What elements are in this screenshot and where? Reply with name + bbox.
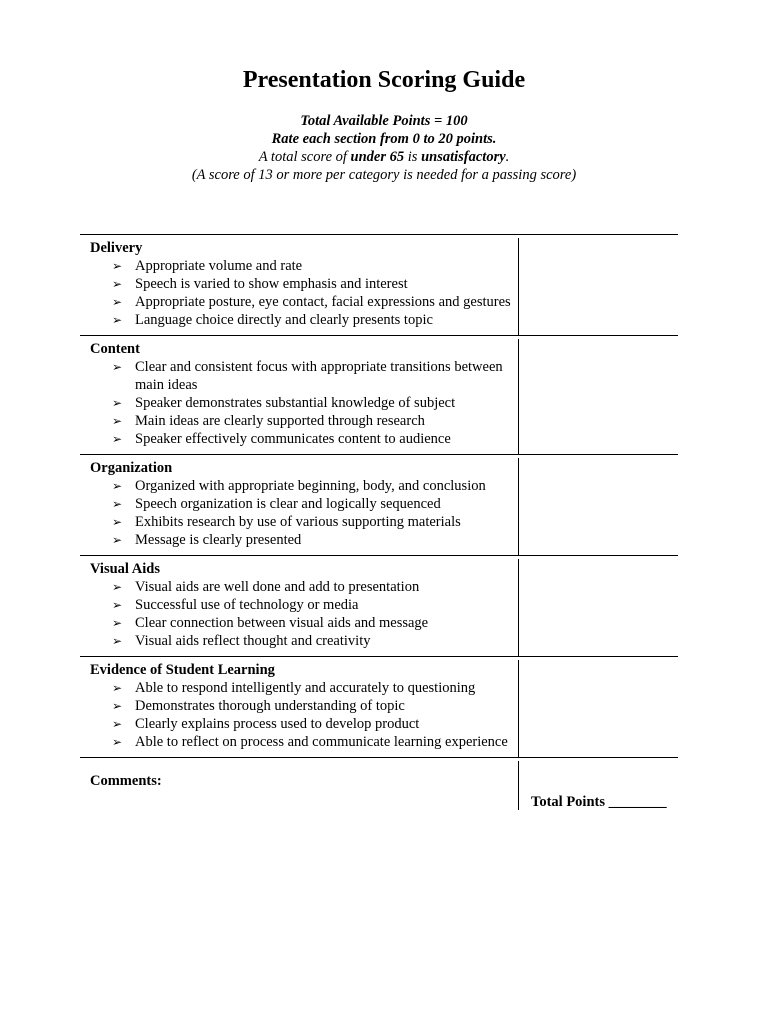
section-title: Evidence of Student Learning — [90, 662, 275, 678]
criteria-item-text: Visual aids reflect thought and creativity — [135, 633, 371, 649]
score-cell[interactable] — [518, 458, 679, 555]
arrow-bullet-icon: ➢ — [112, 634, 123, 648]
score-cell[interactable] — [518, 559, 679, 656]
criteria-item-text: Speech organization is clear and logically sequenced — [135, 496, 441, 512]
criteria-item — [90, 430, 519, 448]
arrow-bullet-icon: ➢ — [112, 295, 123, 309]
criteria-item — [90, 614, 519, 632]
criteria-item — [90, 275, 519, 293]
unsatisfactory-note — [0, 148, 768, 166]
rubric-section-row — [80, 454, 678, 555]
criteria-item-text: Successful use of technology or media — [135, 597, 359, 613]
criteria-item — [90, 531, 519, 549]
comments-label: Comments: — [90, 773, 162, 789]
criteria-item — [90, 495, 519, 513]
criteria-item-text: Able to reflect on process and communicate learning experience — [135, 734, 508, 750]
criteria-item-text: Speaker demonstrates substantial knowledge of subject — [135, 395, 456, 411]
criteria-item-text: Language choice directly and clearly presents topic — [135, 312, 433, 328]
criteria-item — [90, 578, 519, 596]
unsatisfactory-threshold: under 65 — [350, 149, 405, 165]
criteria-item — [90, 358, 519, 394]
arrow-bullet-icon: ➢ — [112, 616, 123, 630]
arrow-bullet-icon: ➢ — [112, 277, 123, 291]
criteria-cell — [80, 556, 519, 656]
arrow-bullet-icon: ➢ — [112, 313, 123, 327]
section-title: Visual Aids — [90, 561, 160, 577]
criteria-item-text: Organized with appropriate beginning, body, and conclusion — [135, 478, 486, 494]
criteria-item — [90, 679, 519, 697]
arrow-bullet-icon: ➢ — [112, 396, 123, 410]
criteria-item — [90, 412, 519, 430]
total-points-label: Total Points ________ — [531, 794, 667, 810]
criteria-item — [90, 257, 519, 275]
criteria-cell — [80, 455, 519, 555]
scoring-table — [80, 234, 678, 810]
criteria-cell — [80, 657, 519, 757]
criteria-item — [90, 596, 519, 614]
criteria-item — [90, 513, 519, 531]
arrow-bullet-icon: ➢ — [112, 717, 123, 731]
total-points-note: Total Available Points = 100 — [300, 113, 468, 129]
criteria-cell — [80, 235, 519, 335]
criteria-item — [90, 733, 519, 751]
arrow-bullet-icon: ➢ — [112, 681, 123, 695]
instructions — [0, 112, 768, 184]
arrow-bullet-icon: ➢ — [112, 735, 123, 749]
criteria-item — [90, 293, 519, 311]
criteria-item-text: Appropriate volume and rate — [135, 258, 303, 274]
arrow-bullet-icon: ➢ — [112, 360, 123, 374]
criteria-item — [90, 311, 519, 329]
arrow-bullet-icon: ➢ — [112, 598, 123, 612]
arrow-bullet-icon: ➢ — [112, 259, 123, 273]
rubric-section-row — [80, 656, 678, 757]
arrow-bullet-icon: ➢ — [112, 497, 123, 511]
arrow-bullet-icon: ➢ — [112, 533, 123, 547]
criteria-cell — [80, 336, 519, 454]
criteria-list — [90, 257, 519, 329]
arrow-bullet-icon: ➢ — [112, 479, 123, 493]
score-cell[interactable] — [518, 238, 679, 335]
criteria-item-text: Clearly explains process used to develop product — [135, 716, 420, 732]
criteria-item-text: Appropriate posture, eye contact, facial expressions and gestures — [135, 294, 511, 310]
section-title: Delivery — [90, 240, 143, 256]
criteria-item-text: Speech is varied to show emphasis and interest — [135, 276, 408, 292]
page-title: Presentation Scoring Guide — [242, 67, 526, 93]
unsatisfactory-note-prefix: A total score of — [258, 149, 351, 165]
criteria-item-text: Message is clearly presented — [135, 532, 302, 548]
comments-row — [80, 757, 678, 810]
criteria-item — [90, 394, 519, 412]
criteria-item-text: Clear and consistent focus with appropriate transitions between main ideas — [135, 359, 503, 393]
criteria-list — [90, 578, 519, 650]
criteria-item — [90, 477, 519, 495]
rubric-section-row — [80, 335, 678, 454]
criteria-item — [90, 715, 519, 733]
rubric-section-row — [80, 555, 678, 656]
rubric-section-row — [80, 234, 678, 335]
criteria-item-text: Main ideas are clearly supported through research — [135, 413, 425, 429]
passing-score-note: (A score of 13 or more per category is needed for a passing score) — [191, 167, 577, 183]
arrow-bullet-icon: ➢ — [112, 699, 123, 713]
arrow-bullet-icon: ➢ — [112, 515, 123, 529]
rating-instruction: Rate each section from 0 to 20 points. — [271, 131, 497, 147]
score-cell[interactable] — [518, 660, 679, 757]
criteria-list — [90, 477, 519, 549]
criteria-item-text: Able to respond intelligently and accurately to questioning — [135, 680, 476, 696]
section-title: Organization — [90, 460, 173, 476]
unsatisfactory-note-middle: is — [404, 149, 422, 165]
arrow-bullet-icon: ➢ — [112, 432, 123, 446]
unsatisfactory-label: unsatisfactory — [421, 149, 506, 165]
arrow-bullet-icon: ➢ — [112, 580, 123, 594]
score-cell[interactable] — [518, 339, 679, 454]
criteria-list — [90, 358, 519, 448]
criteria-item-text: Clear connection between visual aids and message — [135, 615, 429, 631]
criteria-list — [90, 679, 519, 751]
criteria-item-text: Demonstrates thorough understanding of topic — [135, 698, 405, 714]
criteria-item-text: Speaker effectively communicates content to audience — [135, 431, 451, 447]
section-title: Content — [90, 341, 140, 357]
arrow-bullet-icon: ➢ — [112, 414, 123, 428]
criteria-item — [90, 697, 519, 715]
criteria-item — [90, 632, 519, 650]
total-points-cell — [518, 761, 679, 810]
criteria-item-text: Exhibits research by use of various supporting materials — [135, 514, 461, 530]
unsatisfactory-note-suffix: . — [505, 149, 510, 165]
criteria-item-text: Visual aids are well done and add to presentation — [135, 579, 420, 595]
